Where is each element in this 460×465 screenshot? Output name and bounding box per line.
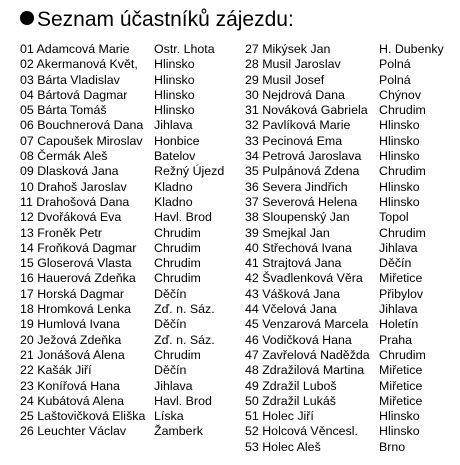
participant-town: Jihlava: [379, 302, 418, 317]
participant-town: Líska: [154, 409, 184, 424]
participant-town: Kladno: [154, 179, 193, 194]
participant-name: 34 Petrová Jaroslava: [245, 149, 362, 164]
participant-town: Praha: [379, 332, 413, 347]
participant-town: Děčín: [154, 363, 187, 378]
participant-town: Hlinsko: [379, 409, 420, 424]
participant-name: 19 Humlová Ivana: [20, 317, 120, 332]
participant-town: Brno: [379, 439, 406, 454]
participant-name: 51 Holec Jiří: [245, 409, 314, 424]
title-text: Seznam účastníků zájezdu:: [37, 8, 294, 31]
participant-name: 01 Adamcová Marie: [20, 42, 130, 56]
participant-name: 48 Zdražilová Martina: [245, 363, 365, 378]
participant-town: Hlinsko: [379, 424, 420, 439]
participant-town: Děčín: [154, 317, 187, 332]
participant-name: 12 Dvořáková Eva: [20, 210, 122, 225]
participant-name: 25 Laštovičková Eliška: [20, 409, 146, 424]
participant-town: Havl. Brod: [154, 393, 212, 408]
bullet-icon: [20, 11, 34, 25]
participant-name: 08 Čermák Aleš: [20, 149, 108, 164]
participant-town: Miřetice: [379, 271, 423, 286]
participant-town: Chrudim: [379, 164, 426, 179]
participant-name: 33 Pecinová Ema: [245, 133, 343, 148]
participant-town: Hlinsko: [379, 133, 420, 148]
participant-name: 22 Kašák Jiří: [20, 363, 92, 378]
participant-name: 02 Akermanová Květ,: [20, 57, 138, 72]
participant-town: Topol: [379, 210, 409, 225]
participant-town: Jihlava: [154, 118, 193, 133]
participant-town: Hlinsko: [379, 149, 420, 164]
participant-town: Chrudim: [154, 271, 201, 286]
participant-name: 03 Bárta Vladislav: [20, 72, 120, 87]
participant-town: Batelov: [154, 149, 196, 164]
participant-town: Chrudim: [154, 225, 201, 240]
participant-town: Chrudim: [154, 240, 201, 255]
participant-name: 53 Holec Aleš: [245, 439, 321, 454]
participant-town: Chrudim: [154, 347, 201, 362]
participant-town: Holetín: [379, 317, 419, 332]
participant-town: Hlinsko: [154, 103, 195, 118]
participant-town: Děčín: [379, 256, 412, 271]
participant-name: 24 Kubátová Alena: [20, 393, 125, 408]
participant-town: Přibylov: [379, 286, 424, 301]
participant-town: Chrudim: [379, 347, 426, 362]
participant-name: 31 Nováková Gabriela: [245, 103, 368, 118]
participant-name: 18 Hromková Lenka: [20, 302, 131, 317]
participant-name: 06 Bouchnerová Dana: [20, 118, 144, 133]
participant-name: 26 Leuchter Václav: [20, 424, 127, 439]
participant-name: 46 Vodičková Hana: [245, 332, 352, 347]
participant-town: Hlinsko: [379, 179, 420, 194]
participant-town: Zď. n. Sáz.: [154, 332, 215, 347]
participant-name: 49 Zdražil Luboš: [245, 378, 337, 393]
participant-town: Režný Újezd: [154, 164, 225, 179]
participant-name: 27 Mikýsek Jan: [245, 42, 331, 56]
participant-town: Havl. Brod: [154, 210, 212, 225]
participant-name: 09 Dlasková Jana: [20, 164, 119, 179]
participant-town: Hlinsko: [379, 118, 420, 133]
participant-town: Miřetice: [379, 363, 423, 378]
participant-town: Hlinsko: [379, 194, 420, 209]
participant-name: 20 Ježová Zdeňka: [20, 332, 122, 347]
participant-name: 15 Gloserová Vlasta: [20, 256, 132, 271]
participant-name: 42 Švadlenková Věra: [245, 271, 363, 286]
participant-name: 23 Konířová Hana: [20, 378, 120, 393]
page-title: [20, 7, 294, 33]
participant-name: 04 Bártová Dagmar: [20, 87, 128, 102]
participant-town: Chrudim: [379, 225, 426, 240]
participant-town: Jihlava: [379, 240, 418, 255]
participant-town: Hlinsko: [154, 87, 195, 102]
participant-name: 17 Horská Dagmar: [20, 286, 124, 301]
participant-name: 10 Drahoš Jaroslav: [20, 179, 127, 194]
participant-name: 38 Sloupenský Jan: [245, 210, 350, 225]
participant-name: 41 Strajtová Jana: [245, 256, 342, 271]
participant-name: 16 Hauerová Zdeňka: [20, 271, 136, 286]
participant-name: 21 Jonášová Alena: [20, 347, 125, 362]
participant-name: 14 Froňková Dagmar: [20, 240, 137, 255]
participant-town: Chrudim: [154, 256, 201, 271]
participant-name: 52 Holcová Věncesl.: [245, 424, 358, 439]
participant-town: Miřetice: [379, 393, 423, 408]
participant-town: Jihlava: [154, 378, 193, 393]
participant-name: 05 Bárta Tomáš: [20, 103, 107, 118]
participant-name: 50 Zdražil Lukáš: [245, 393, 336, 408]
participant-town: Žamberk: [154, 424, 203, 439]
participant-name: 37 Severová Helena: [245, 194, 358, 209]
participant-town: Ostr. Lhota: [154, 42, 215, 56]
participant-town: Hlinsko: [154, 57, 195, 72]
participant-name: 11 Drahošová Dana: [20, 194, 130, 209]
participant-town: Kladno: [154, 194, 193, 209]
participant-town: Miřetice: [379, 378, 423, 393]
participant-name: 32 Pavlíková Marie: [245, 118, 351, 133]
participant-name: 30 Nejdrová Dana: [245, 87, 345, 102]
participant-name: 35 Pulpánová Zdena: [245, 164, 360, 179]
participant-name: 36 Severa Jindřich: [245, 179, 348, 194]
participant-town: Honbice: [154, 133, 200, 148]
participant-town: Polná: [379, 57, 411, 72]
participant-town: Polná: [379, 72, 411, 87]
participant-name: 13 Froněk Petr: [20, 225, 102, 240]
participant-name: 28 Musil Jaroslav: [245, 57, 341, 72]
participant-town: Zď. n. Sáz.: [154, 302, 215, 317]
participant-town: Děčín: [154, 286, 187, 301]
participant-name: 40 Střechová Ivana: [245, 240, 352, 255]
participant-town: Chrudim: [379, 103, 426, 118]
participant-town: Chýnov: [379, 87, 422, 102]
participant-name: 29 Musil Josef: [245, 72, 325, 87]
participant-name: 45 Venzarová Marcela: [245, 317, 369, 332]
participant-name: 44 Včelová Jana: [245, 302, 337, 317]
participant-name: 47 Zavřelová Naděžda: [245, 347, 370, 362]
participant-town: Hlinsko: [154, 72, 195, 87]
participant-name: 39 Smejkal Jan: [245, 225, 330, 240]
participant-town: H. Dubenky: [379, 42, 444, 56]
participant-name: 43 Vášková Jana: [245, 286, 341, 301]
participant-name: 07 Capoušek Miroslav: [20, 133, 143, 148]
